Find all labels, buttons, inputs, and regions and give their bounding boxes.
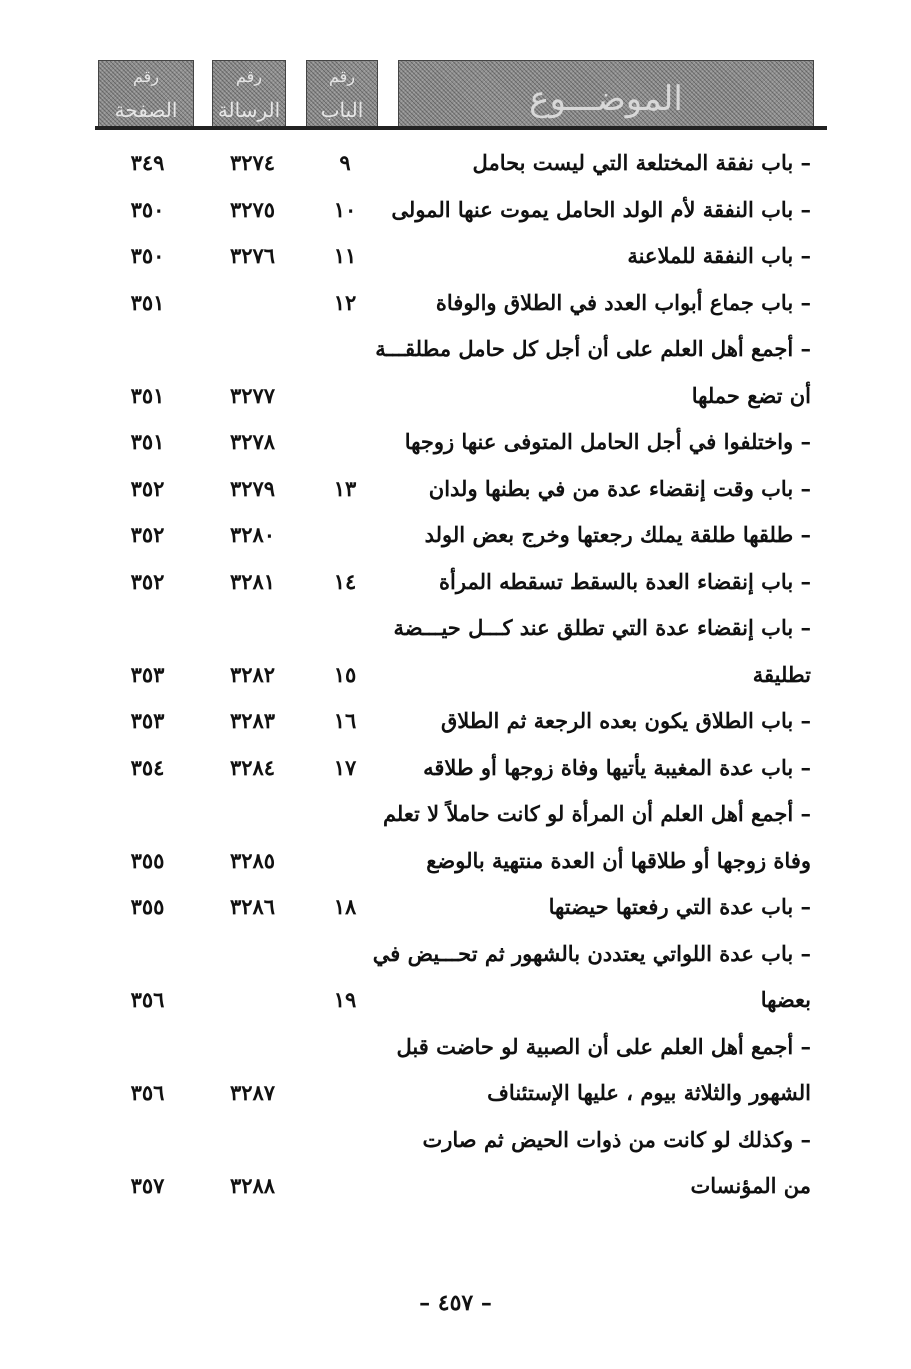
row-chapter: ١٤	[333, 568, 357, 594]
row-page: ٣٥٠	[130, 243, 165, 268]
table-row	[0, 791, 911, 838]
header-risala-line1: رقم	[235, 67, 263, 86]
row-topic: – أجمع أهل العلم على أن أجل كل حامل مطلقـــة	[375, 336, 811, 361]
page-number: – ٤٥٧ –	[419, 1290, 492, 1316]
row-chapter	[315, 373, 375, 420]
row-chapter: ٩	[339, 150, 351, 175]
row-risala: ٣٢٧٨	[229, 429, 276, 454]
row-chapter	[315, 1117, 375, 1164]
table-row	[0, 605, 911, 652]
row-topic: – باب الطلاق يكون بعده الرجعة ثم الطلاق	[441, 708, 811, 733]
row-page: ٣٥٥	[130, 894, 165, 919]
row-chapter: ١٥	[333, 661, 357, 687]
row-chapter: ١٨	[333, 894, 357, 919]
row-chapter	[315, 605, 375, 652]
table-row	[0, 745, 911, 792]
header-topic	[398, 60, 814, 128]
row-page	[105, 791, 190, 838]
row-risala: ٣٢٨١	[229, 568, 276, 594]
row-topic: – باب جماع أبواب العدد في الطلاق والوفاة	[435, 289, 811, 315]
row-topic: – واختلفوا في أجل الحامل المتوفى عنها زوجها	[404, 429, 811, 454]
row-topic: – طلقها طلقة يملك رجعتها وخرج بعض الولد	[424, 522, 811, 547]
row-risala: ٣٢٨٦	[229, 894, 276, 919]
row-risala: ٣٢٨٣	[229, 708, 276, 733]
row-page	[105, 326, 190, 373]
row-risala	[205, 1024, 300, 1071]
row-topic: – باب النفقة لأم الولد الحامل يموت عنها المولى	[391, 196, 811, 222]
table-row	[0, 512, 911, 559]
row-chapter	[315, 512, 375, 559]
row-risala	[205, 280, 300, 327]
table-row	[0, 280, 911, 327]
row-topic: – باب نفقة المختلعة التي ليست بحامل	[472, 150, 811, 175]
row-chapter	[315, 1070, 375, 1117]
table-row	[0, 187, 911, 234]
row-page	[105, 605, 190, 652]
row-topic: – أجمع أهل العلم أن المرأة لو كانت حاملاً لا تعلم	[382, 801, 811, 826]
row-topic: – باب عدة المغيبة يأتيها وفاة زوجها أو طلاقه	[423, 754, 811, 780]
table-row	[0, 977, 911, 1024]
row-page	[105, 1024, 190, 1071]
row-page: ٣٥١	[130, 382, 165, 408]
table-row	[0, 1024, 911, 1071]
row-chapter: ١٦	[333, 708, 357, 733]
row-topic: – وكذلك لو كانت من ذوات الحيض ثم صارت	[422, 1126, 811, 1152]
row-chapter: ١٧	[333, 754, 357, 780]
row-chapter	[315, 931, 375, 978]
row-topic: – باب إنقضاء العدة بالسقط تسقطه المرأة	[439, 568, 811, 594]
row-risala: ٣٢٧٧	[229, 382, 276, 408]
table-row	[0, 652, 911, 699]
row-page: ٣٤٩	[130, 150, 165, 175]
row-risala	[205, 791, 300, 838]
header-page-line1: رقم	[132, 67, 160, 86]
table-row	[0, 698, 911, 745]
row-page: ٣٥٦	[130, 1080, 165, 1105]
row-chapter	[315, 1024, 375, 1071]
header-page-line2: الصفحة	[114, 98, 178, 122]
row-page: ٣٥٥	[130, 847, 165, 873]
row-chapter: ١٣	[333, 475, 357, 501]
row-risala	[205, 931, 300, 978]
row-page: ٣٥٦	[130, 987, 165, 1012]
table-row	[0, 233, 911, 280]
row-chapter: ١٩	[333, 987, 357, 1012]
header-risala	[212, 60, 286, 128]
table-header	[0, 60, 911, 128]
row-topic: – باب عدة اللواتي يعتددن بالشهور ثم تحـــيض في	[372, 940, 811, 966]
row-topic: – أجمع أهل العلم على أن الصبية لو حاضت قبل	[396, 1033, 811, 1059]
row-topic: الشهور والثلاثة بيوم ، عليها الإستئناف	[487, 1080, 811, 1105]
row-chapter: ١٢	[333, 289, 357, 315]
row-topic: تطليقة	[752, 661, 811, 687]
row-page: ٣٥٠	[130, 196, 165, 222]
row-risala: ٣٢٧٥	[229, 196, 276, 222]
row-page: ٣٥٤	[130, 754, 165, 780]
row-page: ٣٥٣	[130, 661, 165, 687]
row-page: ٣٥٢	[130, 475, 165, 501]
row-risala: ٣٢٨٥	[229, 847, 276, 873]
row-topic: – باب وقت إنقضاء عدة من في بطنها ولدان	[428, 475, 811, 501]
table-row	[0, 1070, 911, 1117]
row-topic: بعضها	[760, 987, 811, 1012]
row-chapter	[315, 838, 375, 885]
row-page: ٣٥٣	[130, 708, 165, 733]
row-chapter: ١٠	[333, 196, 357, 222]
row-risala: ٣٢٨٤	[229, 754, 276, 780]
header-chapter	[306, 60, 378, 128]
row-risala: ٣٢٧٤	[229, 150, 276, 175]
header-rule	[95, 126, 827, 130]
table-row	[0, 373, 911, 420]
row-risala: ٣٢٨٧	[229, 1080, 276, 1105]
row-risala	[205, 1117, 300, 1164]
row-risala	[205, 326, 300, 373]
table-row	[0, 884, 911, 931]
row-topic: – باب عدة التي رفعتها حيضتها	[548, 894, 811, 919]
row-page: ٣٥٧	[130, 1173, 165, 1198]
row-risala: ٣٢٧٦	[229, 243, 276, 268]
row-chapter	[315, 791, 375, 838]
header-chapter-line1: رقم	[328, 67, 356, 86]
row-topic: وفاة زوجها أو طلاقها أن العدة منتهية بالوضع	[426, 847, 811, 873]
table-row	[0, 931, 911, 978]
row-topic: أن تضع حملها	[691, 382, 811, 408]
header-topic-label: الموضـــوع	[529, 79, 683, 119]
table-row	[0, 838, 911, 885]
row-page: ٣٥٢	[130, 568, 165, 594]
row-topic: – باب إنقضاء عدة التي تطلق عند كـــل حيـــضة	[393, 615, 811, 640]
table-row	[0, 1163, 911, 1210]
table-row	[0, 559, 911, 606]
header-risala-line2: الرسالة	[217, 98, 281, 122]
row-page: ٣٥١	[130, 289, 165, 315]
row-risala: ٣٢٨٨	[229, 1173, 276, 1198]
row-page	[105, 1117, 190, 1164]
row-page: ٣٥١	[130, 429, 165, 454]
row-page: ٣٥٢	[130, 522, 165, 547]
row-page	[105, 931, 190, 978]
table-row	[0, 1117, 911, 1164]
table-row	[0, 140, 911, 187]
row-risala	[205, 605, 300, 652]
table-row	[0, 466, 911, 513]
row-topic: من المؤنسات	[690, 1173, 811, 1198]
row-risala: ٣٢٨٢	[229, 661, 276, 687]
row-chapter	[315, 1163, 375, 1210]
index-table	[0, 140, 911, 1210]
row-risala: ٣٢٧٩	[229, 475, 276, 501]
row-chapter	[315, 326, 375, 373]
header-chapter-line2: الباب	[320, 98, 364, 122]
table-row	[0, 326, 911, 373]
row-topic: – باب النفقة للملاعنة	[627, 243, 811, 268]
header-page	[98, 60, 194, 128]
row-risala	[205, 977, 300, 1024]
row-chapter: ١١	[333, 243, 357, 268]
row-risala: ٣٢٨٠	[229, 522, 276, 547]
table-row	[0, 419, 911, 466]
row-chapter	[315, 419, 375, 466]
